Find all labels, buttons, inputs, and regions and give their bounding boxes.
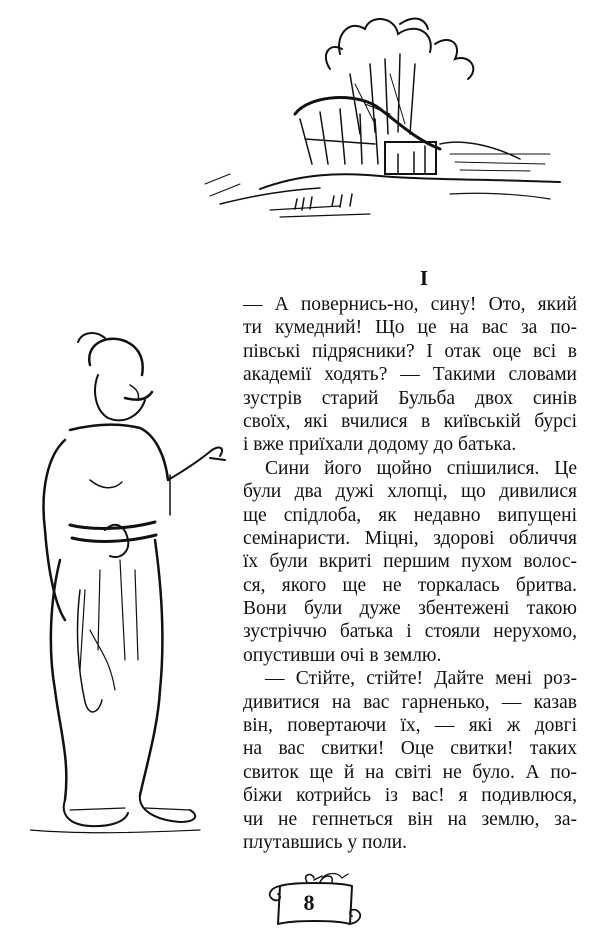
text-line: дивитися на вас гарненько, — казав (243, 691, 577, 713)
text-line: своїх, які вчилися в київській бурсі (243, 410, 577, 432)
text-line: ще спідлоба, як недавно випущені (243, 504, 577, 526)
text-line: Вони були дуже збентежені такою (243, 598, 577, 620)
text-line: семінаристи. Міцні, здорові обличчя (243, 527, 577, 549)
text-line: академії ходять? — Такими словами (243, 364, 577, 386)
text-line: і вже приїхали додому до батька. (243, 434, 517, 456)
text-line: він, повертаючи їх, — які ж довгі (243, 715, 577, 737)
cossack-figure-illustration (30, 330, 230, 850)
text-line: свиток ще й на світі не було. А по- (243, 761, 577, 783)
landscape-illustration (200, 14, 570, 224)
text-line: — А повернись-но, сину! Ото, який (243, 294, 577, 315)
text-line: зустріччю батька і стояли нерухомо, (243, 621, 577, 643)
text-line: ти кумедний! Що це на вас за по- (243, 317, 577, 339)
text-line: були два дужі хлопці, що дивилися (243, 481, 577, 503)
text-line: їх були вкриті першим пухом волос- (243, 551, 577, 573)
page-number: 8 (303, 890, 315, 915)
text-line: на вас свитки! Оце свитки! таких (243, 738, 577, 760)
text-line: опустивши очі в землю. (243, 644, 442, 666)
body-text (243, 293, 577, 854)
text-line: чи не гепнеться він на землю, за- (243, 808, 577, 830)
text-line: півські підрясники? І отак оце всі в (243, 340, 577, 362)
text-line: плутавшись у поли. (243, 831, 408, 853)
text-line: біжи котрийсь із вас! я подивлюся, (243, 785, 577, 807)
chapter-number: I (419, 266, 429, 290)
text-line: — Стійте, стійте! Дайте мені роз- (265, 668, 577, 690)
text-line: зустрів старий Бульба двох синів (243, 387, 577, 409)
text-line: ся, якого ще не торкалась бритва. (243, 574, 577, 596)
text-line: Сини його щойно спішилися. Це (265, 457, 577, 479)
